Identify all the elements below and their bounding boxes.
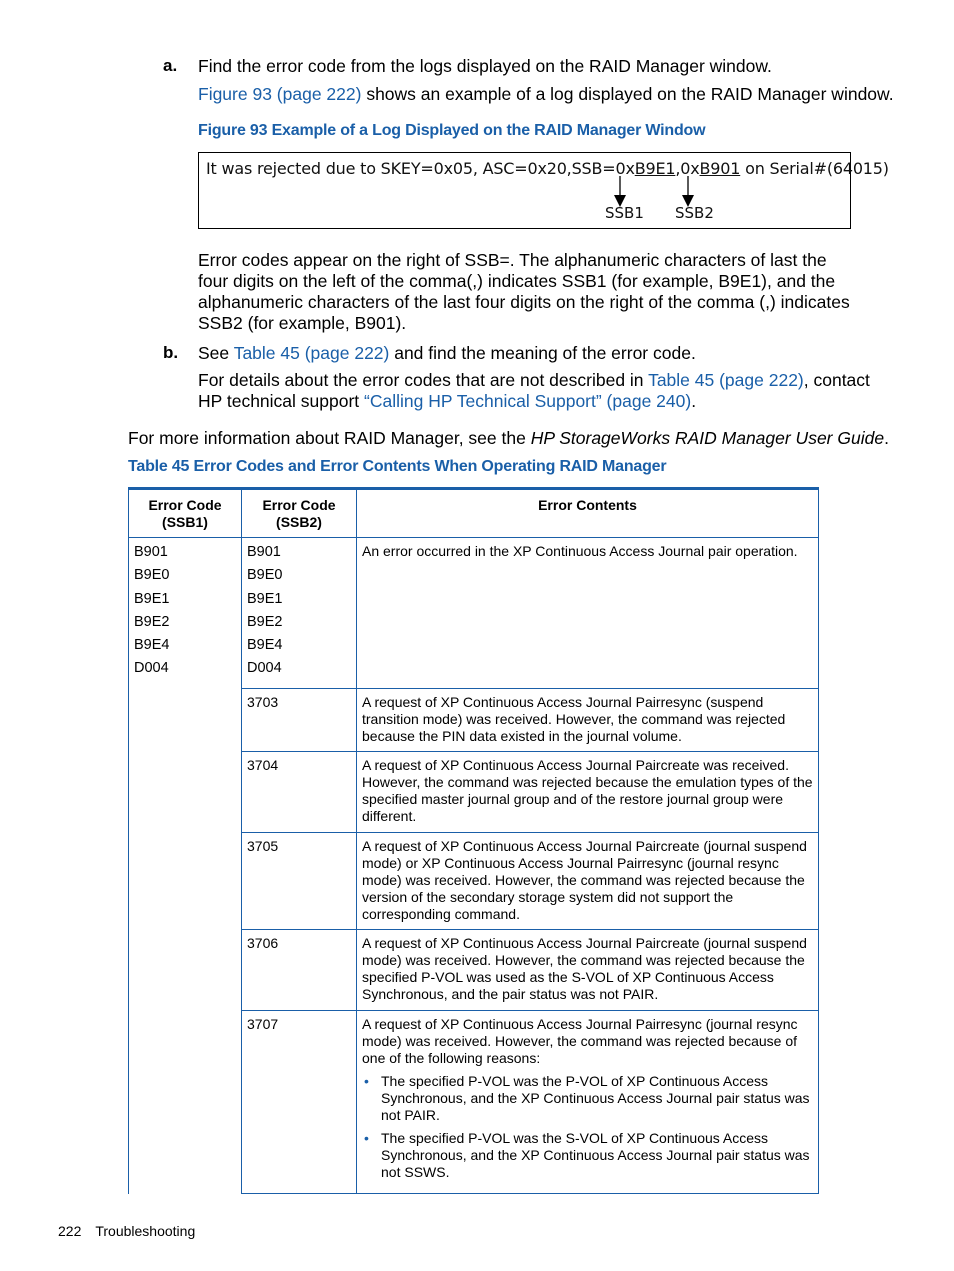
table-row xyxy=(129,1011,819,1194)
error-code-explanation: Error codes appear on the right of SSB=. The alphanumeric characters of last the four digits on the left of the comma(,) indicates SSB1 (for example, B9E1), and the alphanumeric characters of the last four digits on the right of the comma (,) indicates SSB2 (for example, B901). xyxy=(198,250,850,333)
reason-item: • The specified P-VOL was the P-VOL of XP Continuous Access Synchronous, and the XP Continuous Access Journal pair status was not PAIR. xyxy=(381,1073,813,1124)
ssb2-code-cell: 3704 xyxy=(242,752,357,833)
log-prefix: It was rejected due to SKEY=0x05, ASC=0x20,SSB=0x xyxy=(206,159,635,178)
header-ssb2: Error Code (SSB2) xyxy=(242,489,357,538)
see-rest-text: and find the meaning of the error code. xyxy=(389,343,696,363)
error-contents-cell: A request of XP Continuous Access Journal Paircreate (journal suspend mode) or XP Continuous Access Journal Pairresync (journal resync mode) was received. However, the command was rejected because the version of the secondary storage system did not support the corresponding command. xyxy=(357,833,819,930)
ssb2-code: D004 xyxy=(247,660,282,677)
log-ssb2-value: B901 xyxy=(699,159,741,178)
ssb2-code-cell: 3705 xyxy=(242,833,357,930)
empty-ssb1-cell xyxy=(129,689,242,752)
error-contents-cell: A request of XP Continuous Access Journal Paircreate (journal suspend mode) was received. However, the command was rejected because the specified P-VOL was used as the S-VOL of XP Continuous Access Synchronous, and the pair status was not PAIR. xyxy=(357,930,819,1011)
empty-ssb1-cell xyxy=(129,833,242,930)
step-b-marker: b. xyxy=(163,343,179,362)
ssb1-code: B9E4 xyxy=(134,637,170,654)
reasons-intro: A request of XP Continuous Access Journal Pairresync (journal resync mode) was received. However, the command was rejected because of one of the following reasons: xyxy=(362,1016,798,1066)
step-b-details xyxy=(198,370,878,412)
ssb1-code: D004 xyxy=(134,660,169,677)
page-footer xyxy=(58,1223,195,1239)
log-figure xyxy=(198,152,889,229)
guide-title: HP StorageWorks RAID Manager User Guide xyxy=(530,428,885,448)
more-info-pre: For more information about RAID Manager, see the xyxy=(128,428,531,448)
ssb1-code: B9E1 xyxy=(134,590,170,607)
table-caption: Table 45 Error Codes and Error Contents When Operating RAID Manager xyxy=(128,458,667,475)
details-mid-text: , contact HP technical support xyxy=(198,370,870,411)
table-row xyxy=(129,538,819,689)
ssb2-codes-cell xyxy=(242,538,357,689)
step-a-figure-ref xyxy=(198,84,894,105)
more-info-paragraph xyxy=(128,428,888,449)
error-contents-cell: An error occurred in the XP Continuous Access Journal pair operation. xyxy=(357,538,819,689)
empty-ssb1-cell xyxy=(129,930,242,1011)
ssb1-codes-cell xyxy=(129,538,242,689)
header-ssb1: Error Code (SSB1) xyxy=(129,489,242,538)
details-end-text: . xyxy=(691,391,697,411)
error-contents-cell xyxy=(357,1011,819,1194)
ssb2-code-cell: 3707 xyxy=(242,1011,357,1194)
see-text: See xyxy=(198,343,234,363)
ssb2-code: B901 xyxy=(247,544,281,560)
table-row xyxy=(129,689,819,752)
table-row xyxy=(129,833,819,930)
ssb2-code: B9E1 xyxy=(247,590,283,607)
empty-ssb1-cell xyxy=(129,752,242,833)
step-a-marker: a. xyxy=(163,56,178,75)
table-45-details-link[interactable]: Table 45 (page 222) xyxy=(648,370,804,390)
error-contents-cell: A request of XP Continuous Access Journal Pairresync (suspend transition mode) was received. However, the command was rejected because the PIN data existed in the journal volume. xyxy=(357,689,819,752)
figure-caption: Figure 93 Example of a Log Displayed on the RAID Manager Window xyxy=(198,122,706,139)
ssb2-label: SSB2 xyxy=(675,204,714,222)
ssb1-code: B9E0 xyxy=(134,567,170,584)
table-row xyxy=(129,930,819,1011)
table-row xyxy=(129,752,819,833)
header-contents: Error Contents xyxy=(357,489,819,538)
ssb2-code: B9E2 xyxy=(247,613,283,630)
figure-93-link[interactable]: Figure 93 (page 222) xyxy=(198,84,362,104)
reasons-list xyxy=(362,1073,813,1181)
error-codes-table xyxy=(128,487,819,1194)
log-mid: ,0x xyxy=(675,159,700,178)
more-info-end: . xyxy=(884,428,889,448)
support-link[interactable]: “Calling HP Technical Support” (page 240) xyxy=(364,391,692,411)
empty-ssb1-cell xyxy=(129,1011,242,1194)
ssb2-code-cell: 3706 xyxy=(242,930,357,1011)
log-suffix: on Serial#(64015) xyxy=(740,159,889,178)
ssb1-code: B9E2 xyxy=(134,613,170,630)
ssb1-code: B901 xyxy=(134,544,168,560)
page-number: 222 xyxy=(58,1223,82,1239)
step-b-text xyxy=(198,343,878,364)
ssb2-code: B9E0 xyxy=(247,567,283,584)
arrows-graphic xyxy=(199,153,852,230)
table-45-link[interactable]: Table 45 (page 222) xyxy=(233,343,390,363)
table-header-row xyxy=(129,489,819,538)
reason-item: • The specified P-VOL was the S-VOL of XP Continuous Access Synchronous, and the XP Continuous Access Journal pair status was not SSWS. xyxy=(381,1130,813,1181)
ssb2-code: B9E4 xyxy=(247,637,283,654)
footer-section: Troubleshooting xyxy=(95,1223,196,1239)
error-contents-cell: A request of XP Continuous Access Journal Paircreate was received. However, the command was rejected because the emulation types of the specified master journal group and of the restore journal group were different. xyxy=(357,752,819,833)
ssb2-code-cell: 3703 xyxy=(242,689,357,752)
ssb1-label: SSB1 xyxy=(605,204,644,222)
details-pre-text: For details about the error codes that are not described in xyxy=(198,370,649,390)
log-ssb1-value: B9E1 xyxy=(634,159,676,178)
figure-ref-text: shows an example of a log displayed on the RAID Manager window. xyxy=(361,84,894,104)
step-a-text: Find the error code from the logs displayed on the RAID Manager window. xyxy=(198,56,772,76)
